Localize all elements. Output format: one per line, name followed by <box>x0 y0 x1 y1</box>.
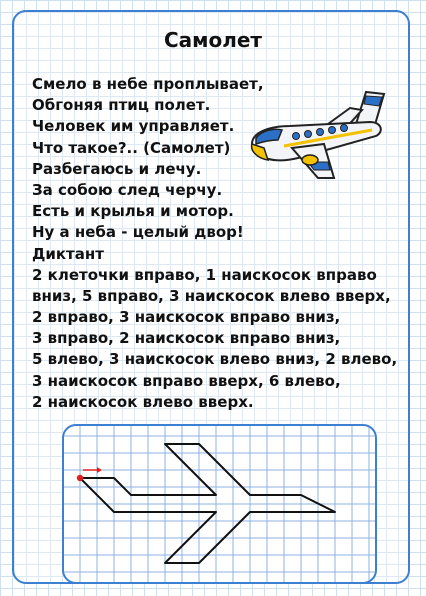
text-line: Разбегаюсь и лечу. <box>32 159 202 178</box>
text-line: Есть и крылья и мотор. <box>32 202 234 221</box>
plane-tail-stripe <box>364 96 382 106</box>
text-line: Что такое?.. (Самолет) <box>32 138 231 157</box>
text-line: Ну а неба - целый двор! <box>32 223 244 242</box>
plane-window <box>317 129 324 136</box>
grid-drawing <box>64 426 377 584</box>
start-dot-icon <box>77 475 83 481</box>
dictation-heading: Диктант <box>32 244 104 263</box>
airplane-illustration <box>238 82 388 182</box>
plane-window <box>305 131 312 138</box>
right-arrow-icon <box>83 467 102 473</box>
plane-window <box>341 125 348 132</box>
plane-engine <box>302 155 318 165</box>
dictation-line: вниз, 5 вправо, 3 наискосок влево вверх, <box>32 286 391 305</box>
dictation-grid <box>62 424 377 584</box>
plane-window <box>329 127 336 134</box>
dictation-line: 5 влево, 3 наискосок влево вниз, 2 влево, <box>32 350 398 369</box>
plane-window <box>293 133 300 140</box>
text-line: За собою след черчу. <box>32 180 223 199</box>
grid-lines <box>64 426 377 584</box>
text-line: Человек им управляет. <box>32 117 235 136</box>
dictation-line: 2 наискосок влево вверх. <box>32 392 254 411</box>
page-title: Самолет <box>163 28 263 52</box>
dictation-line: 2 клеточки вправо, 1 наискосок вправо <box>32 265 377 284</box>
dictation-line: 3 вправо, 2 наискосок вправо вниз, <box>32 329 341 348</box>
text-line: Смело в небе проплывает, <box>32 75 264 93</box>
dictation-line: 2 вправо, 3 наискосок вправо вниз, <box>32 308 341 327</box>
dictation-line: 3 наискосок вправо вверх, 6 влево, <box>32 371 341 390</box>
text-line: Обгоняя птиц полет. <box>32 96 211 115</box>
